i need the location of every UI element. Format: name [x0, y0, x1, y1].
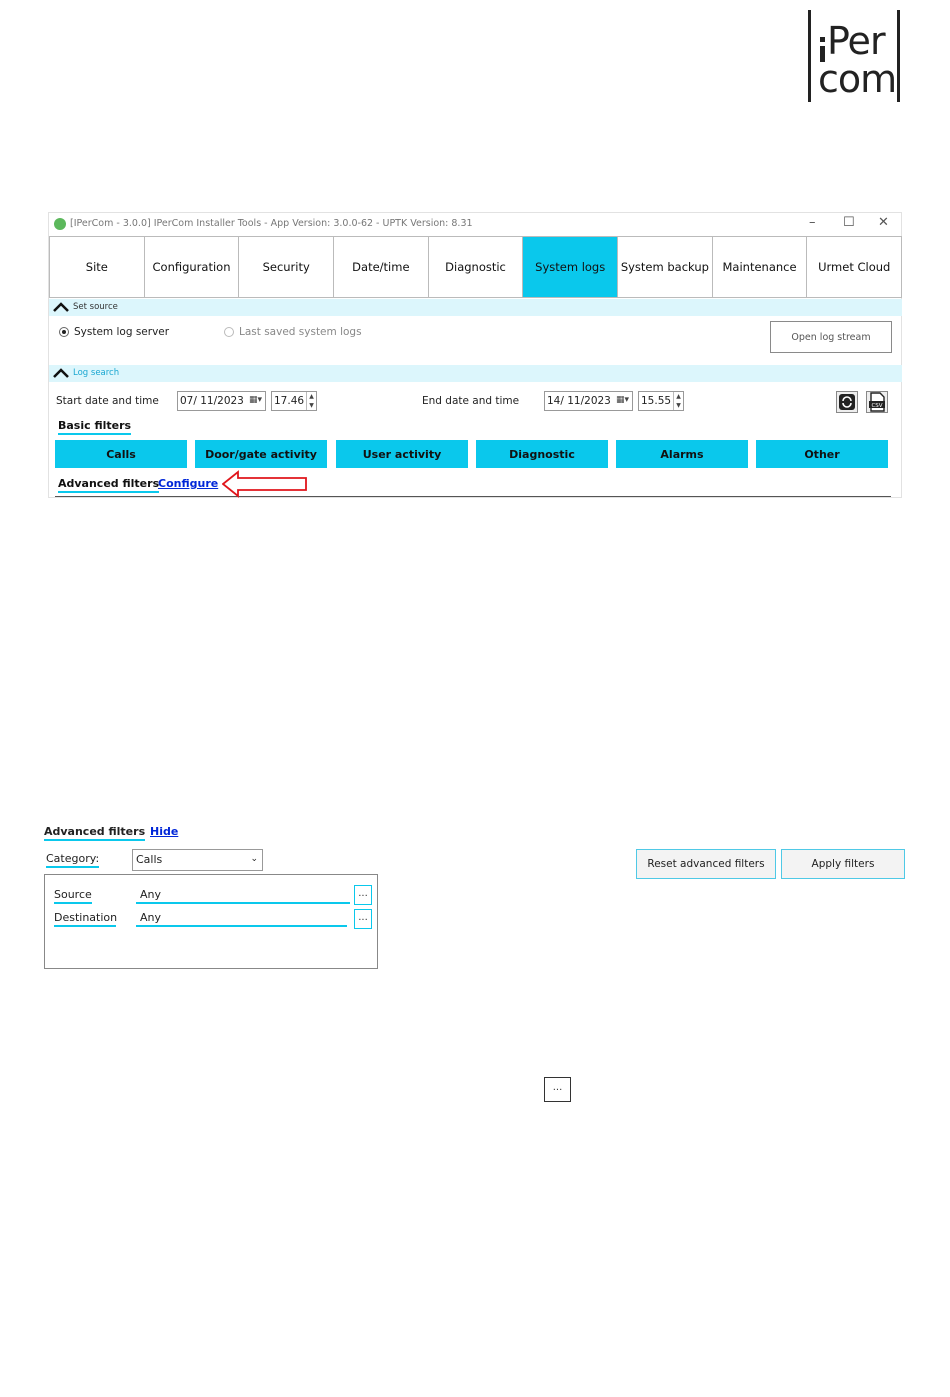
category-select[interactable]	[132, 849, 263, 871]
time-spinner-icon[interactable]: ▲ ▼	[306, 392, 316, 410]
logo-line1: Per	[827, 19, 885, 63]
start-date-label: Start date and time	[56, 395, 159, 407]
csv-file-icon	[867, 392, 887, 412]
hide-link[interactable]: Hide	[150, 825, 179, 838]
chevron-down-icon: ⌄	[250, 854, 258, 864]
log-search-label: Log search	[73, 368, 120, 378]
radio-last-saved-logs[interactable]	[224, 326, 362, 338]
category-value: Calls	[136, 853, 163, 866]
logo-line2: com	[818, 57, 897, 101]
export-csv-button[interactable]	[866, 391, 888, 413]
end-date-picker[interactable]	[544, 391, 633, 411]
source-field[interactable]: Any	[136, 888, 350, 904]
filter-alarms-button[interactable]: Alarms	[616, 440, 748, 468]
app-icon	[54, 218, 66, 230]
set-source-label: Set source	[73, 302, 118, 312]
filter-other-button[interactable]: Other	[756, 440, 888, 468]
set-source-header[interactable]	[49, 299, 902, 316]
filter-calls-button[interactable]: Calls	[55, 440, 187, 468]
minimize-icon[interactable]: –	[809, 215, 816, 230]
tab-security[interactable]: Security	[239, 237, 334, 297]
radio-server-label: System log server	[74, 326, 170, 338]
reset-advanced-filters-button[interactable]: Reset advanced filters	[636, 849, 776, 879]
category-label: Category:	[46, 852, 99, 868]
tab-system-backup[interactable]: System backup	[618, 237, 713, 297]
chevron-up-icon	[53, 368, 69, 378]
radio-system-log-server[interactable]	[59, 326, 169, 338]
window-title: [IPerCom - 3.0.0] IPerCom Installer Tools - App Version: 3.0.0-62 - UPTK Version: 8.31	[70, 218, 473, 229]
end-date-value: 14/ 11/2023	[547, 395, 611, 407]
chevron-up-icon	[53, 302, 69, 312]
end-time-field[interactable]	[638, 391, 684, 411]
logo-bar-left	[808, 10, 811, 102]
logo-i-dot	[820, 37, 825, 42]
refresh-icon	[837, 392, 857, 412]
logo-bar-right	[897, 10, 900, 102]
start-date-picker[interactable]	[177, 391, 266, 411]
advanced-filters-title: Advanced filters	[44, 825, 145, 841]
tab-date-time[interactable]: Date/time	[334, 237, 429, 297]
filter-door-gate-button[interactable]: Door/gate activity	[195, 440, 327, 468]
basic-filters-label: Basic filters	[58, 419, 131, 435]
tab-urmet-cloud[interactable]: Urmet Cloud	[807, 237, 902, 297]
filter-diagnostic-button[interactable]: Diagnostic	[476, 440, 608, 468]
time-spinner-icon[interactable]: ▲ ▼	[673, 392, 683, 410]
start-time-value: 17.46	[274, 395, 305, 407]
red-arrow-annotation	[222, 470, 308, 498]
log-search-header[interactable]	[49, 365, 902, 382]
radio-saved-label: Last saved system logs	[239, 326, 362, 338]
radio-unchecked-icon	[224, 327, 234, 337]
advanced-filters-label: Advanced filters	[58, 477, 159, 493]
destination-field[interactable]: Any	[136, 911, 347, 927]
destination-label: Destination	[54, 911, 116, 927]
browse-button[interactable]: ...	[544, 1077, 571, 1102]
filter-user-activity-button[interactable]: User activity	[336, 440, 468, 468]
tab-maintenance[interactable]: Maintenance	[713, 237, 808, 297]
end-date-label: End date and time	[422, 395, 520, 407]
calendar-dropdown-icon: ▦▾	[615, 395, 629, 405]
configure-link[interactable]: Configure	[158, 477, 219, 490]
open-log-stream-button[interactable]: Open log stream	[770, 321, 892, 353]
tab-configuration[interactable]: Configuration	[145, 237, 240, 297]
tab-site[interactable]: Site	[49, 237, 145, 297]
tab-system-logs[interactable]: System logs	[523, 237, 618, 297]
source-browse-button[interactable]: ...	[354, 885, 372, 905]
end-time-value: 15.55	[641, 395, 672, 407]
calendar-dropdown-icon: ▦▾	[248, 395, 262, 405]
title-bar	[49, 213, 901, 236]
start-time-field[interactable]	[271, 391, 317, 411]
refresh-button[interactable]	[836, 391, 858, 413]
app-window	[48, 212, 902, 498]
main-tabs	[49, 236, 902, 298]
radio-checked-icon	[59, 327, 69, 337]
divider	[55, 496, 891, 497]
start-date-value: 07/ 11/2023	[180, 395, 244, 407]
apply-filters-button[interactable]: Apply filters	[781, 849, 905, 879]
source-label: Source	[54, 888, 92, 904]
tab-diagnostic[interactable]: Diagnostic	[429, 237, 524, 297]
svg-text:CSV: CSV	[871, 403, 883, 409]
ipercom-logo	[808, 10, 902, 104]
destination-browse-button[interactable]: ...	[354, 909, 372, 929]
close-icon[interactable]: ✕	[878, 215, 889, 230]
maximize-icon[interactable]: ☐	[843, 215, 855, 230]
